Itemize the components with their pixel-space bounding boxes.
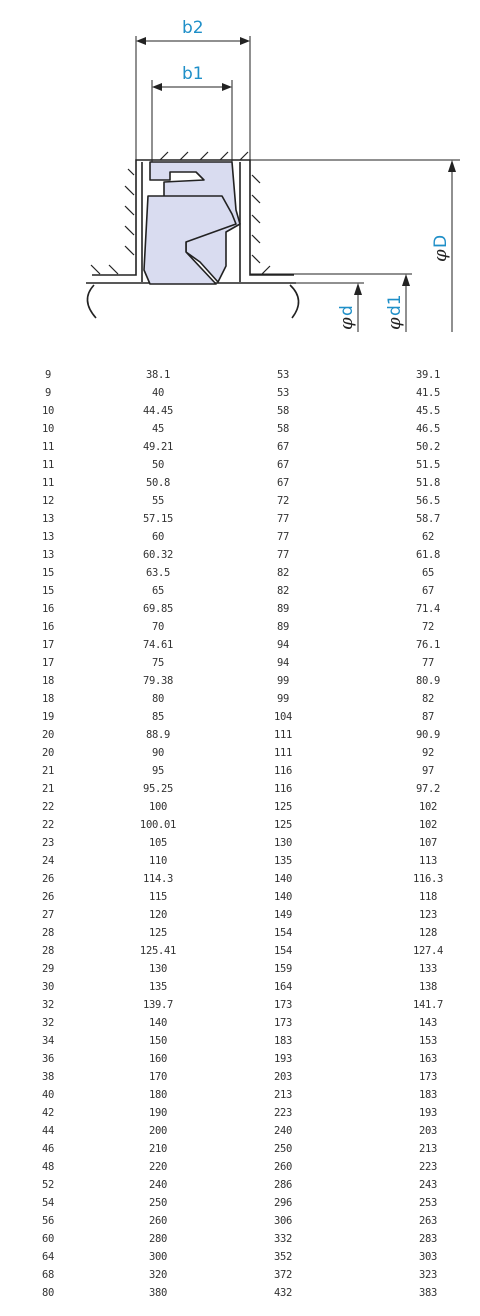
table-cell: 51.8 (415, 477, 441, 489)
table-cell: 286 (273, 1179, 293, 1191)
table-cell: 21 (41, 765, 55, 777)
table-cell: 34 (41, 1035, 55, 1047)
table-row (0, 762, 480, 780)
table-cell: 87 (421, 711, 435, 723)
table-cell: 85 (151, 711, 165, 723)
table-cell: 114.3 (142, 873, 174, 885)
table-row (0, 474, 480, 492)
table-cell: 50 (151, 459, 165, 471)
table-cell: 280 (148, 1233, 168, 1245)
table-cell: 58.7 (415, 513, 441, 525)
table-cell: 92 (421, 747, 435, 759)
dimension-table (0, 366, 480, 1302)
table-row (0, 708, 480, 726)
table-cell: 26 (41, 873, 55, 885)
table-cell: 120 (148, 909, 168, 921)
dimension-b1 (152, 64, 232, 162)
table-cell: 28 (41, 927, 55, 939)
table-row (0, 798, 480, 816)
table-cell: 102 (418, 819, 438, 831)
table-cell: 67 (276, 477, 290, 489)
table-cell: 46 (41, 1143, 55, 1155)
table-cell: 99 (276, 693, 290, 705)
phi-d-symbol: φ (336, 317, 357, 330)
table-cell: 143 (418, 1017, 438, 1029)
table-cell: 45 (151, 423, 165, 435)
table-cell: 170 (148, 1071, 168, 1083)
table-row (0, 1050, 480, 1068)
table-row (0, 1284, 480, 1302)
table-cell: 90.9 (415, 729, 441, 741)
table-cell: 95.25 (142, 783, 174, 795)
table-cell: 62 (421, 531, 435, 543)
phi-d1-symbol: φ (384, 317, 405, 330)
table-cell: 50.8 (145, 477, 171, 489)
table-cell: 213 (418, 1143, 438, 1155)
table-row (0, 636, 480, 654)
table-cell: 352 (273, 1251, 293, 1263)
table-cell: 190 (148, 1107, 168, 1119)
table-row (0, 492, 480, 510)
table-cell: 332 (273, 1233, 293, 1245)
table-cell: 40 (41, 1089, 55, 1101)
table-cell: 203 (273, 1071, 293, 1083)
table-cell: 11 (41, 441, 55, 453)
table-cell: 260 (148, 1215, 168, 1227)
table-cell: 99 (276, 675, 290, 687)
table-row (0, 1266, 480, 1284)
table-cell: 79.38 (142, 675, 174, 687)
b2-label: b2 (182, 18, 204, 38)
table-cell: 12 (41, 495, 55, 507)
table-cell: 150 (148, 1035, 168, 1047)
table-row (0, 1140, 480, 1158)
table-cell: 60 (41, 1233, 55, 1245)
table-cell: 63.5 (145, 567, 171, 579)
table-cell: 118 (418, 891, 438, 903)
table-cell: 159 (273, 963, 293, 975)
table-cell: 53 (276, 387, 290, 399)
table-cell: 38 (41, 1071, 55, 1083)
table-cell: 320 (148, 1269, 168, 1281)
table-cell: 39.1 (415, 369, 441, 381)
table-cell: 105 (148, 837, 168, 849)
table-cell: 36 (41, 1053, 55, 1065)
table-cell: 30 (41, 981, 55, 993)
table-cell: 10 (41, 423, 55, 435)
table-cell: 193 (273, 1053, 293, 1065)
table-cell: 135 (148, 981, 168, 993)
table-cell: 127.4 (412, 945, 444, 957)
table-row (0, 618, 480, 636)
dimension-b2 (136, 18, 250, 160)
table-cell: 58 (276, 423, 290, 435)
table-cell: 72 (421, 621, 435, 633)
table-cell: 240 (148, 1179, 168, 1191)
table-cell: 140 (273, 891, 293, 903)
table-cell: 51.5 (415, 459, 441, 471)
table-cell: 125 (273, 801, 293, 813)
table-row (0, 906, 480, 924)
table-cell: 38.1 (145, 369, 171, 381)
table-cell: 243 (418, 1179, 438, 1191)
dimension-d (296, 283, 364, 332)
table-cell: 90 (151, 747, 165, 759)
table-cell: 22 (41, 819, 55, 831)
table-row (0, 402, 480, 420)
table-cell: 323 (418, 1269, 438, 1281)
table-row (0, 852, 480, 870)
table-cell: 111 (273, 747, 293, 759)
table-cell: 173 (273, 1017, 293, 1029)
table-cell: 18 (41, 693, 55, 705)
table-row (0, 1068, 480, 1086)
table-cell: 50.2 (415, 441, 441, 453)
table-cell: 250 (148, 1197, 168, 1209)
table-cell: 125 (148, 927, 168, 939)
table-row (0, 1032, 480, 1050)
table-cell: 102 (418, 801, 438, 813)
table-cell: 58 (276, 405, 290, 417)
table-cell: 94 (276, 657, 290, 669)
table-cell: 173 (273, 999, 293, 1011)
table-cell: 223 (418, 1161, 438, 1173)
table-cell: 55 (151, 495, 165, 507)
table-cell: 133 (418, 963, 438, 975)
table-cell: 9 (44, 369, 52, 381)
table-cell: 283 (418, 1233, 438, 1245)
table-row (0, 1212, 480, 1230)
table-cell: 9 (44, 387, 52, 399)
table-row (0, 1194, 480, 1212)
table-cell: 77 (421, 657, 435, 669)
table-cell: 100.01 (139, 819, 177, 831)
table-cell: 95 (151, 765, 165, 777)
table-cell: 17 (41, 639, 55, 651)
table-row (0, 816, 480, 834)
table-cell: 113 (418, 855, 438, 867)
table-row (0, 438, 480, 456)
table-row (0, 1230, 480, 1248)
table-cell: 65 (421, 567, 435, 579)
table-cell: 173 (418, 1071, 438, 1083)
table-cell: 54 (41, 1197, 55, 1209)
table-cell: 140 (273, 873, 293, 885)
table-cell: 97.2 (415, 783, 441, 795)
seal-cross-section-diagram (0, 0, 480, 345)
table-cell: 29 (41, 963, 55, 975)
table-cell: 82 (276, 567, 290, 579)
table-cell: 41.5 (415, 387, 441, 399)
table-cell: 164 (273, 981, 293, 993)
table-cell: 11 (41, 477, 55, 489)
table-row (0, 888, 480, 906)
table-cell: 80 (151, 693, 165, 705)
table-cell: 140 (148, 1017, 168, 1029)
table-cell: 20 (41, 729, 55, 741)
table-row (0, 546, 480, 564)
table-cell: 203 (418, 1125, 438, 1137)
table-row (0, 510, 480, 528)
table-row (0, 564, 480, 582)
table-cell: 223 (273, 1107, 293, 1119)
table-row (0, 672, 480, 690)
table-cell: 82 (421, 693, 435, 705)
table-cell: 24 (41, 855, 55, 867)
table-cell: 15 (41, 585, 55, 597)
table-cell: 13 (41, 531, 55, 543)
table-cell: 52 (41, 1179, 55, 1191)
table-cell: 13 (41, 549, 55, 561)
table-cell: 253 (418, 1197, 438, 1209)
d1-label: d1 (385, 294, 405, 316)
table-cell: 69.85 (142, 603, 174, 615)
table-row (0, 1122, 480, 1140)
table-cell: 180 (148, 1089, 168, 1101)
table-cell: 67 (421, 585, 435, 597)
table-cell: 383 (418, 1287, 438, 1299)
table-cell: 20 (41, 747, 55, 759)
d-label: d (337, 305, 357, 316)
table-cell: 89 (276, 603, 290, 615)
table-cell: 64 (41, 1251, 55, 1263)
table-row (0, 726, 480, 744)
table-cell: 372 (273, 1269, 293, 1281)
table-cell: 44.45 (142, 405, 174, 417)
table-cell: 46.5 (415, 423, 441, 435)
table-cell: 432 (273, 1287, 293, 1299)
table-cell: 154 (273, 927, 293, 939)
table-cell: 76.1 (415, 639, 441, 651)
table-cell: 115 (148, 891, 168, 903)
b1-label: b1 (182, 64, 204, 84)
table-cell: 183 (418, 1089, 438, 1101)
table-cell: 260 (273, 1161, 293, 1173)
table-cell: 97 (421, 765, 435, 777)
table-cell: 49.21 (142, 441, 174, 453)
table-cell: 135 (273, 855, 293, 867)
table-cell: 123 (418, 909, 438, 921)
table-cell: 141.7 (412, 999, 444, 1011)
table-cell: 67 (276, 459, 290, 471)
table-cell: 77 (276, 513, 290, 525)
table-row (0, 690, 480, 708)
table-cell: 220 (148, 1161, 168, 1173)
table-cell: 82 (276, 585, 290, 597)
table-cell: 75 (151, 657, 165, 669)
shaft (86, 283, 299, 318)
table-row (0, 600, 480, 618)
table-row (0, 1248, 480, 1266)
table-cell: 200 (148, 1125, 168, 1137)
table-cell: 125.41 (139, 945, 177, 957)
table-row (0, 1176, 480, 1194)
table-row (0, 384, 480, 402)
table-cell: 250 (273, 1143, 293, 1155)
table-row (0, 942, 480, 960)
table-cell: 193 (418, 1107, 438, 1119)
table-cell: 306 (273, 1215, 293, 1227)
table-cell: 19 (41, 711, 55, 723)
table-cell: 149 (273, 909, 293, 921)
table-row (0, 456, 480, 474)
D-label: D (431, 234, 451, 248)
table-row (0, 582, 480, 600)
table-cell: 15 (41, 567, 55, 579)
table-cell: 183 (273, 1035, 293, 1047)
table-cell: 163 (418, 1053, 438, 1065)
table-cell: 116 (273, 783, 293, 795)
table-row (0, 744, 480, 762)
table-row (0, 1104, 480, 1122)
table-cell: 296 (273, 1197, 293, 1209)
table-cell: 18 (41, 675, 55, 687)
table-cell: 60 (151, 531, 165, 543)
table-cell: 160 (148, 1053, 168, 1065)
table-cell: 80 (41, 1287, 55, 1299)
table-cell: 61.8 (415, 549, 441, 561)
table-row (0, 1158, 480, 1176)
table-cell: 77 (276, 531, 290, 543)
table-cell: 125 (273, 819, 293, 831)
table-row (0, 960, 480, 978)
table-row (0, 870, 480, 888)
table-cell: 56 (41, 1215, 55, 1227)
table-cell: 303 (418, 1251, 438, 1263)
table-cell: 21 (41, 783, 55, 795)
table-cell: 107 (418, 837, 438, 849)
table-cell: 154 (273, 945, 293, 957)
table-cell: 89 (276, 621, 290, 633)
table-cell: 13 (41, 513, 55, 525)
table-cell: 71.4 (415, 603, 441, 615)
table-cell: 94 (276, 639, 290, 651)
table-cell: 32 (41, 1017, 55, 1029)
table-cell: 74.61 (142, 639, 174, 651)
table-cell: 138 (418, 981, 438, 993)
table-cell: 116.3 (412, 873, 444, 885)
table-cell: 60.32 (142, 549, 174, 561)
phi-D-symbol: φ (430, 249, 451, 262)
table-cell: 80.9 (415, 675, 441, 687)
table-row (0, 654, 480, 672)
table-cell: 67 (276, 441, 290, 453)
table-cell: 128 (418, 927, 438, 939)
table-cell: 210 (148, 1143, 168, 1155)
table-cell: 65 (151, 585, 165, 597)
table-cell: 380 (148, 1287, 168, 1299)
table-row (0, 924, 480, 942)
table-cell: 104 (273, 711, 293, 723)
table-cell: 44 (41, 1125, 55, 1137)
table-cell: 77 (276, 549, 290, 561)
table-cell: 68 (41, 1269, 55, 1281)
table-cell: 45.5 (415, 405, 441, 417)
table-row (0, 978, 480, 996)
table-cell: 26 (41, 891, 55, 903)
table-row (0, 834, 480, 852)
table-cell: 263 (418, 1215, 438, 1227)
table-cell: 100 (148, 801, 168, 813)
table-cell: 116 (273, 765, 293, 777)
table-cell: 22 (41, 801, 55, 813)
table-cell: 130 (273, 837, 293, 849)
table-row (0, 366, 480, 384)
table-row (0, 780, 480, 798)
table-cell: 16 (41, 603, 55, 615)
table-cell: 16 (41, 621, 55, 633)
table-cell: 72 (276, 495, 290, 507)
table-cell: 57.15 (142, 513, 174, 525)
table-cell: 139.7 (142, 999, 174, 1011)
table-row (0, 1086, 480, 1104)
table-cell: 240 (273, 1125, 293, 1137)
table-cell: 23 (41, 837, 55, 849)
table-cell: 53 (276, 369, 290, 381)
table-cell: 213 (273, 1089, 293, 1101)
table-cell: 70 (151, 621, 165, 633)
table-cell: 11 (41, 459, 55, 471)
table-cell: 111 (273, 729, 293, 741)
table-cell: 110 (148, 855, 168, 867)
table-row (0, 420, 480, 438)
table-cell: 40 (151, 387, 165, 399)
table-row (0, 1014, 480, 1032)
table-cell: 42 (41, 1107, 55, 1119)
table-cell: 300 (148, 1251, 168, 1263)
table-cell: 130 (148, 963, 168, 975)
table-cell: 17 (41, 657, 55, 669)
table-cell: 88.9 (145, 729, 171, 741)
table-cell: 153 (418, 1035, 438, 1047)
table-cell: 56.5 (415, 495, 441, 507)
table-row (0, 996, 480, 1014)
table-row (0, 528, 480, 546)
table-cell: 27 (41, 909, 55, 921)
table-cell: 28 (41, 945, 55, 957)
table-cell: 10 (41, 405, 55, 417)
table-cell: 32 (41, 999, 55, 1011)
table-cell: 48 (41, 1161, 55, 1173)
